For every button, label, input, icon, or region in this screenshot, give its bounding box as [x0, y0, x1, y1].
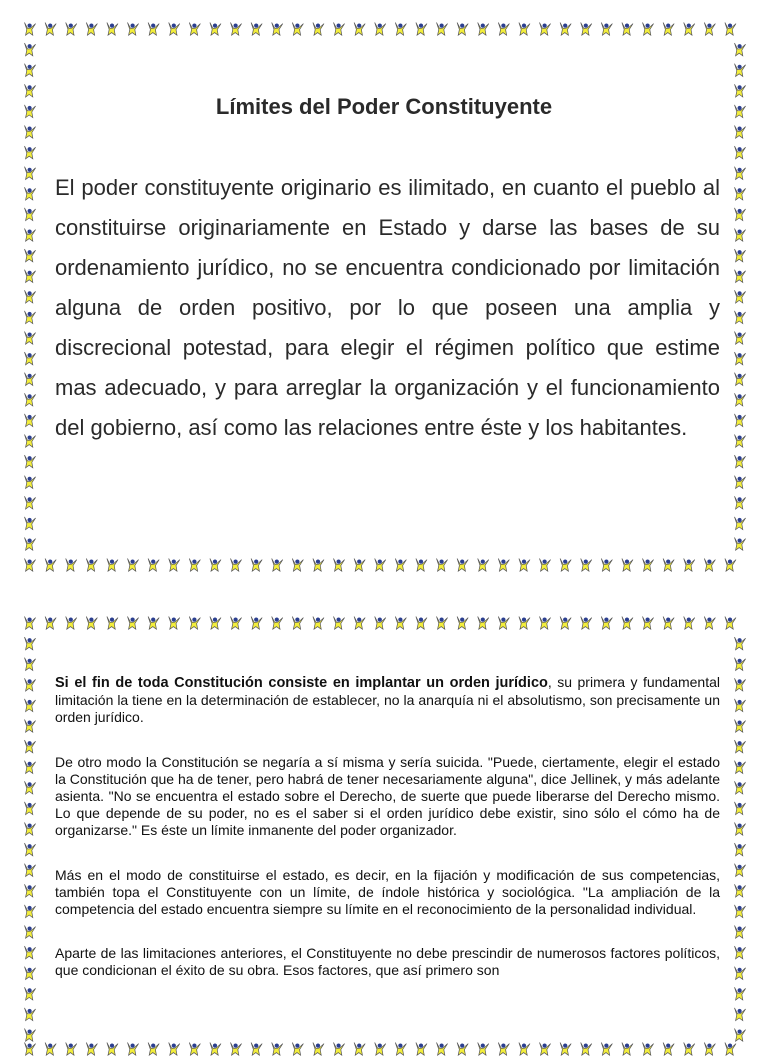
- border-figure-icon: [107, 23, 118, 36]
- border-figure-icon: [735, 761, 746, 774]
- border-figure-icon: [25, 352, 36, 365]
- border-figure-icon: [128, 559, 139, 572]
- border-figure-icon: [25, 455, 36, 468]
- border-figure-icon: [148, 617, 159, 630]
- border-figure-icon: [519, 559, 530, 572]
- border-figure-icon: [354, 617, 365, 630]
- border-figure-icon: [725, 1043, 736, 1056]
- border-figure-icon: [375, 23, 386, 36]
- border-figure-icon: [25, 905, 36, 918]
- border-figure-icon: [735, 987, 746, 1000]
- border-figure-icon: [25, 617, 36, 630]
- border-figure-icon: [498, 23, 509, 36]
- border-figure-icon: [189, 617, 200, 630]
- border-figure-icon: [395, 559, 406, 572]
- border-figure-icon: [735, 126, 746, 139]
- border-figure-icon: [354, 559, 365, 572]
- border-figure-icon: [375, 617, 386, 630]
- border-figure-icon: [622, 617, 633, 630]
- border-figure-icon: [601, 23, 612, 36]
- border-figure-icon: [735, 208, 746, 221]
- border-figure-icon: [498, 559, 509, 572]
- border-figure-icon: [86, 617, 97, 630]
- border-figure-icon: [25, 967, 36, 980]
- border-figure-icon: [519, 1043, 530, 1056]
- border-figure-icon: [313, 23, 324, 36]
- border-figure-icon: [210, 617, 221, 630]
- border-figure-icon: [735, 843, 746, 856]
- border-figure-icon: [251, 617, 262, 630]
- border-figure-icon: [395, 1043, 406, 1056]
- border-figure-icon: [25, 435, 36, 448]
- border-figure-icon: [25, 740, 36, 753]
- border-figure-icon: [735, 926, 746, 939]
- border-figure-icon: [560, 1043, 571, 1056]
- text-box-limits-detail: [22, 616, 746, 1056]
- border-figure-icon: [735, 270, 746, 283]
- border-figure-icon: [663, 23, 674, 36]
- border-figure-icon: [231, 559, 242, 572]
- border-figure-icon: [25, 64, 36, 77]
- border-figure-icon: [45, 23, 56, 36]
- border-figure-icon: [66, 617, 77, 630]
- paragraph-1-lead: Si el fin de toda Constitución consiste en implantar un orden jurídico: [55, 675, 548, 691]
- border-figure-icon: [478, 617, 489, 630]
- border-figure-icon: [375, 559, 386, 572]
- border-figure-icon: [25, 167, 36, 180]
- border-figure-icon: [560, 617, 571, 630]
- border-figure-icon: [25, 249, 36, 262]
- border-figure-icon: [601, 559, 612, 572]
- border-figure-icon: [334, 559, 345, 572]
- border-figure-icon: [735, 414, 746, 427]
- border-figure-icon: [25, 476, 36, 489]
- border-figure-icon: [735, 435, 746, 448]
- text-box-limits-intro: [22, 22, 746, 572]
- border-figure-icon: [437, 1043, 448, 1056]
- border-figure-icon: [25, 414, 36, 427]
- border-figure-icon: [643, 559, 654, 572]
- border-figure-icon: [735, 352, 746, 365]
- border-figure-icon: [735, 393, 746, 406]
- border-figure-icon: [45, 559, 56, 572]
- border-figure-icon: [581, 617, 592, 630]
- border-figure-icon: [735, 967, 746, 980]
- border-figure-icon: [643, 1043, 654, 1056]
- border-figure-icon: [231, 617, 242, 630]
- border-figure-icon: [735, 332, 746, 345]
- border-figure-icon: [66, 559, 77, 572]
- border-figure-icon: [735, 64, 746, 77]
- border-figure-icon: [128, 1043, 139, 1056]
- border-figure-icon: [581, 1043, 592, 1056]
- border-figure-icon: [169, 1043, 180, 1056]
- border-figure-icon: [478, 1043, 489, 1056]
- border-figure-icon: [25, 720, 36, 733]
- border-figure-icon: [735, 1008, 746, 1021]
- border-figure-icon: [704, 617, 715, 630]
- border-figure-icon: [292, 559, 303, 572]
- border-figure-icon: [735, 311, 746, 324]
- border-figure-icon: [272, 559, 283, 572]
- border-figure-icon: [210, 1043, 221, 1056]
- border-figure-icon: [292, 1043, 303, 1056]
- border-figure-icon: [395, 23, 406, 36]
- border-figure-icon: [313, 559, 324, 572]
- border-figure-icon: [735, 146, 746, 159]
- border-figure-icon: [107, 559, 118, 572]
- border-figure-icon: [735, 905, 746, 918]
- border-figure-icon: [519, 617, 530, 630]
- border-figure-icon: [25, 23, 36, 36]
- border-figure-icon: [725, 23, 736, 36]
- border-figure-icon: [478, 23, 489, 36]
- border-figure-icon: [663, 617, 674, 630]
- border-figure-icon: [128, 617, 139, 630]
- border-figure-icon: [25, 843, 36, 856]
- border-figure-icon: [25, 208, 36, 221]
- border-figure-icon: [25, 538, 36, 551]
- border-figure-icon: [735, 43, 746, 56]
- border-figure-icon: [251, 559, 262, 572]
- border-figure-icon: [148, 559, 159, 572]
- border-figure-icon: [643, 617, 654, 630]
- border-figure-icon: [643, 23, 654, 36]
- border-figure-icon: [107, 1043, 118, 1056]
- border-figure-icon: [375, 1043, 386, 1056]
- border-figure-icon: [663, 559, 674, 572]
- detail-text: [55, 674, 720, 1007]
- border-figure-icon: [622, 23, 633, 36]
- border-figure-icon: [25, 311, 36, 324]
- border-figure-icon: [231, 23, 242, 36]
- border-figure-icon: [704, 1043, 715, 1056]
- border-figure-icon: [540, 559, 551, 572]
- border-figure-icon: [735, 864, 746, 877]
- border-figure-icon: [66, 1043, 77, 1056]
- border-figure-icon: [25, 884, 36, 897]
- border-figure-icon: [416, 617, 427, 630]
- border-figure-icon: [25, 761, 36, 774]
- border-figure-icon: [313, 617, 324, 630]
- border-figure-icon: [519, 23, 530, 36]
- border-figure-icon: [25, 187, 36, 200]
- border-figure-icon: [735, 373, 746, 386]
- border-figure-icon: [735, 187, 746, 200]
- border-figure-icon: [25, 290, 36, 303]
- border-figure-icon: [25, 987, 36, 1000]
- border-figure-icon: [684, 1043, 695, 1056]
- border-figure-icon: [622, 1043, 633, 1056]
- border-figure-icon: [86, 23, 97, 36]
- border-figure-icon: [735, 781, 746, 794]
- border-figure-icon: [684, 617, 695, 630]
- border-figure-icon: [663, 1043, 674, 1056]
- border-figure-icon: [735, 802, 746, 815]
- border-figure-icon: [735, 167, 746, 180]
- border-figure-icon: [725, 559, 736, 572]
- border-figure-icon: [66, 23, 77, 36]
- border-figure-icon: [735, 720, 746, 733]
- border-figure-icon: [25, 517, 36, 530]
- border-figure-icon: [416, 1043, 427, 1056]
- border-figure-icon: [560, 559, 571, 572]
- border-figure-icon: [25, 678, 36, 691]
- border-figure-icon: [704, 559, 715, 572]
- border-figure-icon: [251, 23, 262, 36]
- border-figure-icon: [735, 740, 746, 753]
- border-figure-icon: [725, 617, 736, 630]
- border-figure-icon: [457, 1043, 468, 1056]
- border-figure-icon: [601, 617, 612, 630]
- border-figure-icon: [25, 802, 36, 815]
- border-figure-icon: [25, 496, 36, 509]
- border-figure-icon: [735, 823, 746, 836]
- paragraph-4: Aparte de las limitaciones anteriores, el Constituyente no debe prescindir de numerosos factores políticos, que condicionan el éxito de su obra. Esos factores, que así primero son: [55, 945, 720, 979]
- border-figure-icon: [735, 884, 746, 897]
- border-figure-icon: [86, 559, 97, 572]
- border-figure-icon: [231, 1043, 242, 1056]
- border-figure-icon: [416, 23, 427, 36]
- border-figure-icon: [292, 23, 303, 36]
- border-figure-icon: [457, 617, 468, 630]
- intro-paragraph: El poder constituyente originario es ilimitado, en cuanto el pueblo al constituirse originariamente en Estado y darse las bases de su ordenamiento jurídico, no se encuentra condicionado por limitación alguna de orden positivo, por lo que poseen una amplia y discrecional potestad, para elegir el régimen político que estime mas adecuado, y para arreglar la organización y el funcionamiento del gobierno, así como las relaciones entre éste y los habitantes.: [55, 175, 720, 440]
- border-figure-icon: [25, 658, 36, 671]
- border-figure-icon: [189, 23, 200, 36]
- border-figure-icon: [437, 23, 448, 36]
- border-figure-icon: [334, 1043, 345, 1056]
- border-figure-icon: [313, 1043, 324, 1056]
- border-figure-icon: [735, 249, 746, 262]
- border-figure-icon: [45, 617, 56, 630]
- border-figure-icon: [457, 559, 468, 572]
- border-figure-icon: [735, 229, 746, 242]
- border-figure-icon: [735, 290, 746, 303]
- border-figure-icon: [735, 476, 746, 489]
- border-figure-icon: [735, 946, 746, 959]
- border-figure-icon: [25, 146, 36, 159]
- border-figure-icon: [25, 864, 36, 877]
- border-figure-icon: [25, 373, 36, 386]
- border-figure-icon: [25, 393, 36, 406]
- border-figure-icon: [601, 1043, 612, 1056]
- border-figure-icon: [272, 617, 283, 630]
- border-figure-icon: [25, 270, 36, 283]
- border-figure-icon: [25, 926, 36, 939]
- border-figure-icon: [148, 1043, 159, 1056]
- border-figure-icon: [334, 617, 345, 630]
- border-figure-icon: [25, 637, 36, 650]
- border-figure-icon: [735, 517, 746, 530]
- border-figure-icon: [169, 23, 180, 36]
- border-figure-icon: [395, 617, 406, 630]
- border-figure-icon: [540, 1043, 551, 1056]
- border-figure-icon: [25, 559, 36, 572]
- border-figure-icon: [210, 559, 221, 572]
- border-figure-icon: [560, 23, 571, 36]
- border-figure-icon: [86, 1043, 97, 1056]
- border-figure-icon: [478, 559, 489, 572]
- border-figure-icon: [25, 43, 36, 56]
- border-figure-icon: [128, 23, 139, 36]
- border-figure-icon: [581, 559, 592, 572]
- border-figure-icon: [684, 23, 695, 36]
- border-figure-icon: [169, 617, 180, 630]
- border-figure-icon: [622, 559, 633, 572]
- border-figure-icon: [25, 781, 36, 794]
- border-figure-icon: [25, 699, 36, 712]
- border-figure-icon: [25, 1043, 36, 1056]
- border-figure-icon: [25, 126, 36, 139]
- border-figure-icon: [498, 1043, 509, 1056]
- border-figure-icon: [540, 23, 551, 36]
- border-figure-icon: [735, 496, 746, 509]
- border-figure-icon: [437, 559, 448, 572]
- border-figure-icon: [251, 1043, 262, 1056]
- paragraph-3: Más en el modo de constituirse el estado, es decir, en la fijación y modificación de sus competencias, también topa el Constituyente con un límite, de índole histórica y sociológica. "La ampliación de la competencia del estado encuentra siempre su límite en el reconocimiento de la personalidad individual.: [55, 866, 720, 918]
- border-figure-icon: [169, 559, 180, 572]
- border-figure-icon: [25, 1008, 36, 1021]
- border-figure-icon: [25, 229, 36, 242]
- border-figure-icon: [437, 617, 448, 630]
- border-figure-icon: [25, 332, 36, 345]
- border-figure-icon: [25, 946, 36, 959]
- border-figure-icon: [272, 1043, 283, 1056]
- border-figure-icon: [210, 23, 221, 36]
- border-figure-icon: [334, 23, 345, 36]
- paragraph-1: [55, 674, 720, 727]
- border-figure-icon: [189, 559, 200, 572]
- border-figure-icon: [354, 1043, 365, 1056]
- paragraph-2: De otro modo la Constitución se negaría a sí misma y sería suicida. "Puede, ciertamente, elegir el estado la Constitución que ha de tener, pero habrá de tener necesariamente alguna", dice Jellinek, y más adelante asienta. "No se encuentra el estado sobre el Derecho, de suerte que puede liberarse del Derecho mismo. Lo que depende de su poder, no es el saber si el orden jurídico debe existir, sino sólo el cómo ha de organizarse." Es éste un límite inmanente del poder organizador.: [55, 753, 720, 839]
- border-figure-icon: [148, 23, 159, 36]
- border-figure-icon: [581, 23, 592, 36]
- border-figure-icon: [189, 1043, 200, 1056]
- border-figure-icon: [292, 617, 303, 630]
- border-figure-icon: [272, 23, 283, 36]
- border-figure-icon: [735, 699, 746, 712]
- border-figure-icon: [354, 23, 365, 36]
- border-figure-icon: [25, 1029, 36, 1042]
- border-figure-icon: [684, 559, 695, 572]
- border-figure-icon: [735, 1029, 746, 1042]
- border-figure-icon: [735, 538, 746, 551]
- page-title: Límites del Poder Constituyente: [215, 94, 553, 119]
- border-figure-icon: [735, 455, 746, 468]
- border-figure-icon: [540, 617, 551, 630]
- border-figure-icon: [45, 1043, 56, 1056]
- border-figure-icon: [735, 658, 746, 671]
- border-figure-icon: [704, 23, 715, 36]
- border-figure-icon: [107, 617, 118, 630]
- border-figure-icon: [457, 23, 468, 36]
- border-figure-icon: [25, 823, 36, 836]
- border-figure-icon: [735, 678, 746, 691]
- border-figure-icon: [416, 559, 427, 572]
- border-figure-icon: [498, 617, 509, 630]
- paragraph-1-body: , su primera y fundamental limitación la tiene en la determinación de establecer, no la anarquía ni el absolutismo, son precisamente un orden jurídico.: [55, 674, 720, 726]
- border-figure-icon: [735, 637, 746, 650]
